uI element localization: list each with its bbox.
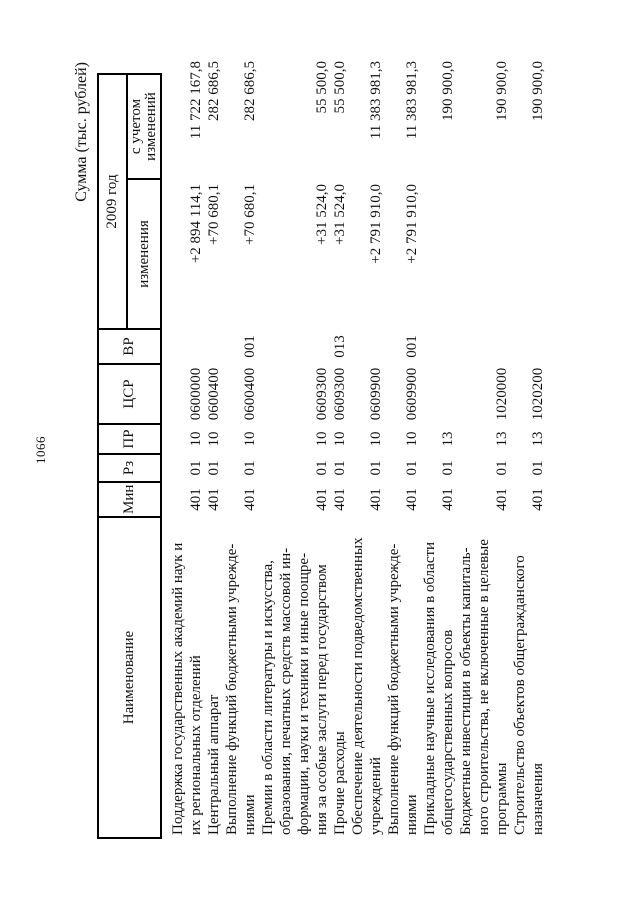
- csr-cell: 0609300: [314, 367, 330, 421]
- total-cell: 190 900,0: [440, 60, 456, 121]
- name-cell: Бюджетные инвестиции в объекты капиталь- ного строительства, не включенные в целевые программы: [458, 539, 510, 835]
- col-header-min: Мин: [98, 482, 161, 517]
- change-cell: +2 791 910,0: [368, 184, 384, 264]
- col-header-rz: Рз: [98, 454, 161, 482]
- name-cell: Премии в области литературы и искусства, образования, печатных средств массовой ин- формации, науки и техники и иные поощре- ния за особые заслуги перед государством: [260, 547, 330, 835]
- min-cell: 401: [206, 488, 222, 511]
- rz-cell: 01: [368, 460, 384, 476]
- table-body: [161, 60, 547, 838]
- change-cell: [421, 179, 457, 329]
- total-cell: 282 686,5: [242, 60, 258, 121]
- change-cell: +2 791 910,0: [404, 184, 420, 264]
- rz-cell: 01: [530, 460, 546, 476]
- pr-cell: 13: [440, 431, 456, 447]
- pr-cell: 10: [314, 431, 330, 447]
- change-cell: +31 524,0: [314, 184, 330, 245]
- col-header-with-changes: с учетом изменений: [127, 74, 161, 179]
- table-row: [205, 74, 223, 838]
- table-row: [169, 74, 205, 838]
- col-header-name: Наименование: [98, 517, 161, 838]
- vr-cell: 001: [404, 335, 420, 358]
- rz-cell: 01: [494, 460, 510, 476]
- pr-cell: 10: [242, 431, 258, 447]
- spacer-row: [161, 74, 169, 838]
- min-cell: 401: [188, 488, 204, 511]
- min-cell: 401: [404, 488, 420, 511]
- change-cell: +70 680,1: [242, 184, 258, 245]
- vr-cell: 001: [242, 335, 258, 358]
- change-cell: [511, 179, 547, 329]
- table-row: [385, 74, 421, 838]
- rz-cell: 01: [242, 460, 258, 476]
- csr-cell: 0609900: [368, 367, 384, 421]
- table-row: [259, 74, 331, 838]
- csr-cell: 1020200: [530, 367, 546, 421]
- total-cell: 11 383 981,3: [368, 60, 384, 140]
- vr-cell: 013: [332, 335, 348, 358]
- vr-cell: [205, 329, 223, 364]
- csr-cell: 0600400: [206, 367, 222, 421]
- pr-cell: 13: [494, 431, 510, 447]
- csr-cell: 0609300: [332, 367, 348, 421]
- col-header-csr: ЦСР: [98, 364, 161, 424]
- table-row: [349, 74, 385, 838]
- name-cell: Строительство объектов общегражданского назначения: [512, 555, 546, 835]
- col-header-vr: ВР: [98, 329, 161, 364]
- name-cell: Прочие расходы: [332, 731, 348, 835]
- col-header-year: 2009 год: [98, 74, 127, 329]
- table-row: [457, 74, 511, 838]
- rz-cell: 01: [404, 460, 420, 476]
- budget-table: [97, 60, 547, 839]
- change-cell: [457, 179, 511, 329]
- pr-cell: 10: [188, 431, 204, 447]
- vr-cell: [421, 329, 457, 364]
- total-cell: 55 500,0: [332, 60, 348, 114]
- table-header: [98, 74, 161, 838]
- min-cell: 401: [242, 488, 258, 511]
- csr-cell: 0609900: [404, 367, 420, 421]
- total-cell: 282 686,5: [206, 60, 222, 121]
- sum-caption: Сумма (тыс. рублей): [73, 62, 90, 202]
- pr-cell: 10: [332, 431, 348, 447]
- name-cell: Обеспечение деятельности подведомственных учреждений: [350, 537, 384, 835]
- total-cell: 11 383 981,3: [404, 60, 420, 140]
- total-cell: 190 900,0: [530, 60, 546, 121]
- change-cell: +2 894 114,1: [188, 184, 204, 264]
- rz-cell: 01: [440, 460, 456, 476]
- total-cell: 11 722 167,8: [188, 60, 204, 140]
- csr-cell: [421, 364, 457, 424]
- table-row: [223, 74, 259, 838]
- name-cell: Центральный аппарат: [206, 694, 222, 835]
- vr-cell: [349, 329, 385, 364]
- min-cell: 401: [314, 488, 330, 511]
- change-cell: +31 524,0: [332, 184, 348, 245]
- min-cell: 401: [494, 488, 510, 511]
- rz-cell: 01: [314, 460, 330, 476]
- name-cell: Поддержка государственных академий наук и их региональных отделений: [170, 542, 204, 835]
- rz-cell: 01: [206, 460, 222, 476]
- min-cell: 401: [440, 488, 456, 511]
- pr-cell: 10: [206, 431, 222, 447]
- change-cell: +70 680,1: [206, 184, 222, 245]
- vr-cell: [511, 329, 547, 364]
- total-cell: 55 500,0: [314, 60, 330, 114]
- page-number: 1066: [33, 436, 48, 464]
- table-row: [421, 74, 457, 838]
- table-row: [511, 74, 547, 838]
- rz-cell: 01: [332, 460, 348, 476]
- vr-cell: [259, 329, 331, 364]
- name-cell: Прикладные научные исследования в области общегосударственных вопросов: [422, 541, 456, 835]
- name-cell: Выполнение функций бюджетными учрежде- ниями: [224, 543, 258, 835]
- min-cell: 401: [530, 488, 546, 511]
- name-cell: Выполнение функций бюджетными учрежде- ниями: [386, 543, 420, 835]
- csr-cell: 0600400: [242, 367, 258, 421]
- vr-cell: [457, 329, 511, 364]
- total-cell: 190 900,0: [494, 60, 510, 121]
- csr-cell: 1020000: [494, 367, 510, 421]
- col-header-pr: ПР: [98, 424, 161, 454]
- csr-cell: 0600000: [188, 367, 204, 421]
- rz-cell: 01: [188, 460, 204, 476]
- min-cell: 401: [332, 488, 348, 511]
- pr-cell: 10: [404, 431, 420, 447]
- pr-cell: 13: [530, 431, 546, 447]
- pr-cell: 10: [368, 431, 384, 447]
- table-row: [331, 74, 349, 838]
- col-header-changes: изменения: [127, 179, 161, 329]
- vr-cell: [169, 329, 205, 364]
- min-cell: 401: [368, 488, 384, 511]
